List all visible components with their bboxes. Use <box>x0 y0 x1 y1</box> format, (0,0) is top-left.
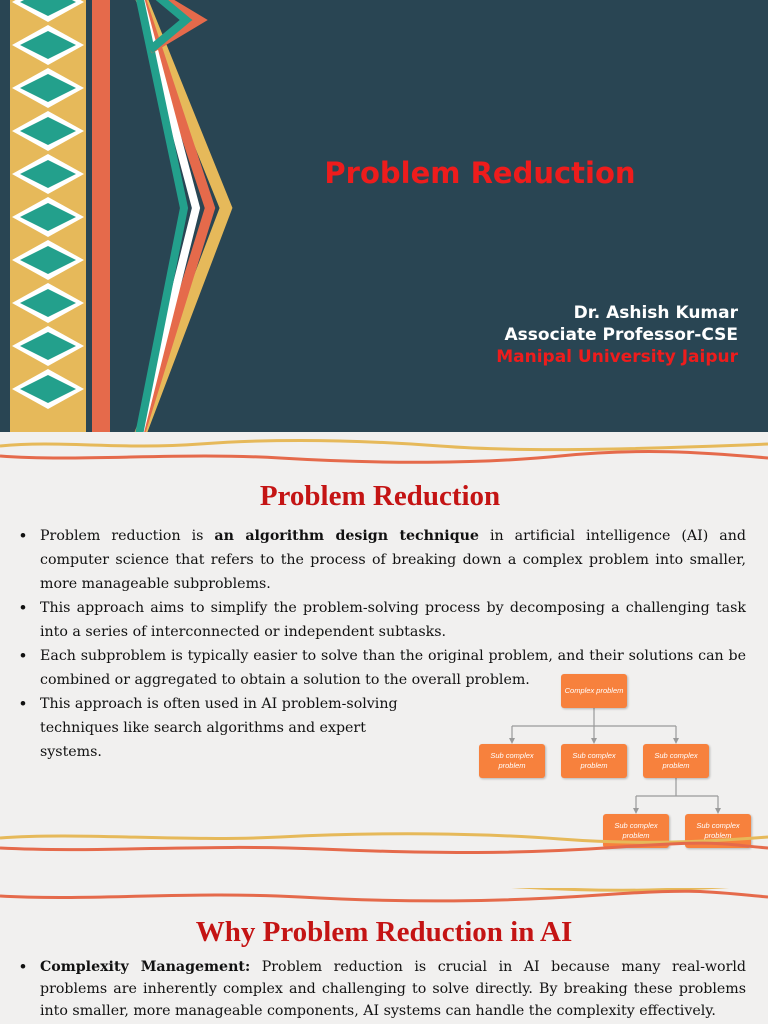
section-title: Why Problem Reduction in AI <box>195 916 573 948</box>
subproblem-node: Sub complex problem <box>643 744 709 778</box>
bullet-item: • This approach is often used in AI problem-solving techniques like search algorithms and expert systems. <box>20 692 420 764</box>
bullet-term: Complexity Management: <box>40 959 251 975</box>
bullet-text: in artificial intelligence (AI) and computer science that refers to the process of breaking down a complex problem into smaller, more manageable subproblems. <box>40 528 746 592</box>
author-block <box>496 302 738 368</box>
subproblem-node: Sub complex problem <box>479 744 545 778</box>
root-node: Complex problem <box>561 674 627 708</box>
subproblem-node: Sub complex problem <box>685 814 751 848</box>
author-role: Associate Professor-CSE <box>504 325 738 345</box>
decorative-wave-top <box>0 888 768 906</box>
bullet-item <box>20 956 746 1022</box>
decorative-tribal-border <box>0 0 240 432</box>
highlight-text: an algorithm design technique <box>214 528 479 544</box>
title-slide <box>0 0 768 432</box>
section-title: Problem Reduction <box>259 480 501 512</box>
why-problem-reduction-slide <box>0 888 768 1024</box>
author-university: Manipal University Jaipur <box>496 347 738 367</box>
decorative-wave-bottom <box>0 828 768 858</box>
subproblem-node: Sub complex problem <box>561 744 627 778</box>
problem-reduction-slide <box>0 432 768 888</box>
subproblem-node: Sub complex problem <box>603 814 669 848</box>
bullet-text: Problem reduction is <box>40 528 215 544</box>
bullet-list <box>20 956 746 1022</box>
bullet-item: • This approach aims to simplify the problem-solving process by decomposing a challenging task into a series of interconnected or independent subtasks. <box>20 596 746 644</box>
decomposition-diagram <box>0 432 768 888</box>
bullet-item: • Each subproblem is typically easier to solve than the original problem, and their solutions can be combined or aggregated to obtain a solution to the overall problem. <box>20 644 746 692</box>
author-name: Dr. Ashish Kumar <box>573 303 738 323</box>
slide-title: Problem Reduction <box>324 156 636 190</box>
bullet-text: Problem reduction is crucial in AI because many real-world problems are inherently complex and challenging to solve directly. By breaking these problems into smaller, more manageable components, AI systems can handle the complexity effectively. <box>40 959 746 1019</box>
